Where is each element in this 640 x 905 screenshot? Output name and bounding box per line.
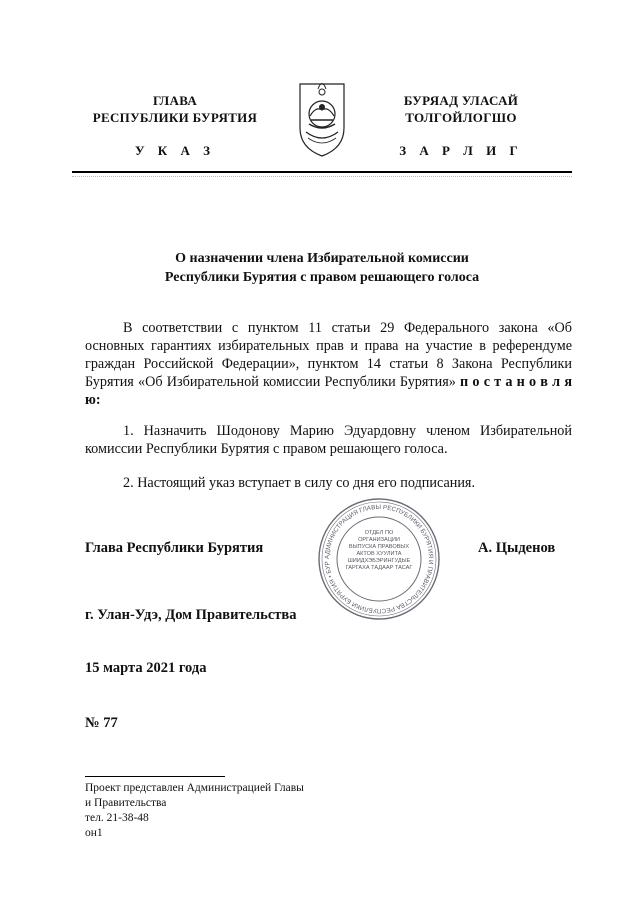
- coat-of-arms-icon: [296, 76, 348, 160]
- document-number: № 77: [85, 715, 118, 731]
- header-left: [70, 92, 280, 126]
- signatory-position: Глава Республики Бурятия: [85, 540, 264, 556]
- preamble-text: В соответствии с пунктом 11 статьи 29 Федерального закона «Об основных гарантиях избирательных прав и права на участие в референдуме граждан Российской Федерации», пунктом 14 статьи 8 Закона Республики Бурятия «Об Избирательной комиссии Республики Бурятия»: [85, 320, 572, 390]
- footer-line1: Проект представлен Администрацией Главы: [85, 782, 304, 794]
- footer-line2: и Правительства: [85, 797, 167, 809]
- signatory-name: А. Цыденов: [478, 540, 556, 556]
- header-left-line2: РЕСПУБЛИКИ БУРЯТИЯ: [92, 110, 258, 125]
- doc-type-right: З А Р Л И Г: [399, 143, 523, 158]
- footer-note: [85, 781, 385, 841]
- title-line1: О назначении члена Избирательной комиссии: [175, 251, 469, 266]
- decree-word: п о с т а н о в л я ю:: [85, 374, 572, 408]
- stamp-ring-text: АДМИНИСТРАЦИЯ ГЛАВЫ РЕСПУБЛИКИ БУРЯТИЯ И ПРАВИТЕЛЬСТВА РЕСПУБЛИКИ БУРЯТИЯ • БУР: [323, 503, 435, 615]
- title-line2: Республики Бурятия с правом решающего голоса: [164, 270, 480, 285]
- header-right-line2: ТОЛГОЙЛОГШО: [405, 110, 517, 125]
- item-1: 1. Назначить Шодонову Марию Эдуардовну членом Избирательной комиссии Республики Бурятия с правом решающего голоса.: [85, 423, 572, 457]
- official-stamp: [316, 496, 442, 622]
- preamble-paragraph: [85, 319, 572, 409]
- doc-type-left: У К А З: [135, 143, 215, 158]
- item-2: 2. Настоящий указ вступает в силу со дня его подписания.: [123, 475, 476, 491]
- header-rule: [72, 171, 572, 173]
- header-right-line1: БУРЯАД УЛАСАЙ: [403, 93, 519, 108]
- document-date: 15 марта 2021 года: [85, 660, 207, 676]
- place-of-signing: г. Улан-Удэ, Дом Правительства: [85, 607, 297, 623]
- stamp-center-text: ОТДЕЛ ПО ОРГАНИЗАЦИИ ВЫПУСКА ПРАВОВЫХ АКТОВ ХУУЛИТА ШИИДХЭБЭРИНГУДЫЕ ГАРГАХА ТАДААР ТАСАГ: [345, 530, 413, 571]
- footer-rule: [85, 776, 225, 777]
- header-right: [356, 92, 566, 126]
- footer-line3: тел. 21-38-48: [85, 812, 149, 824]
- footer-line4: он1: [85, 827, 103, 839]
- document-title: [72, 249, 572, 287]
- header-dotted-rule: [72, 176, 572, 177]
- header-left-line1: ГЛАВА: [152, 93, 198, 108]
